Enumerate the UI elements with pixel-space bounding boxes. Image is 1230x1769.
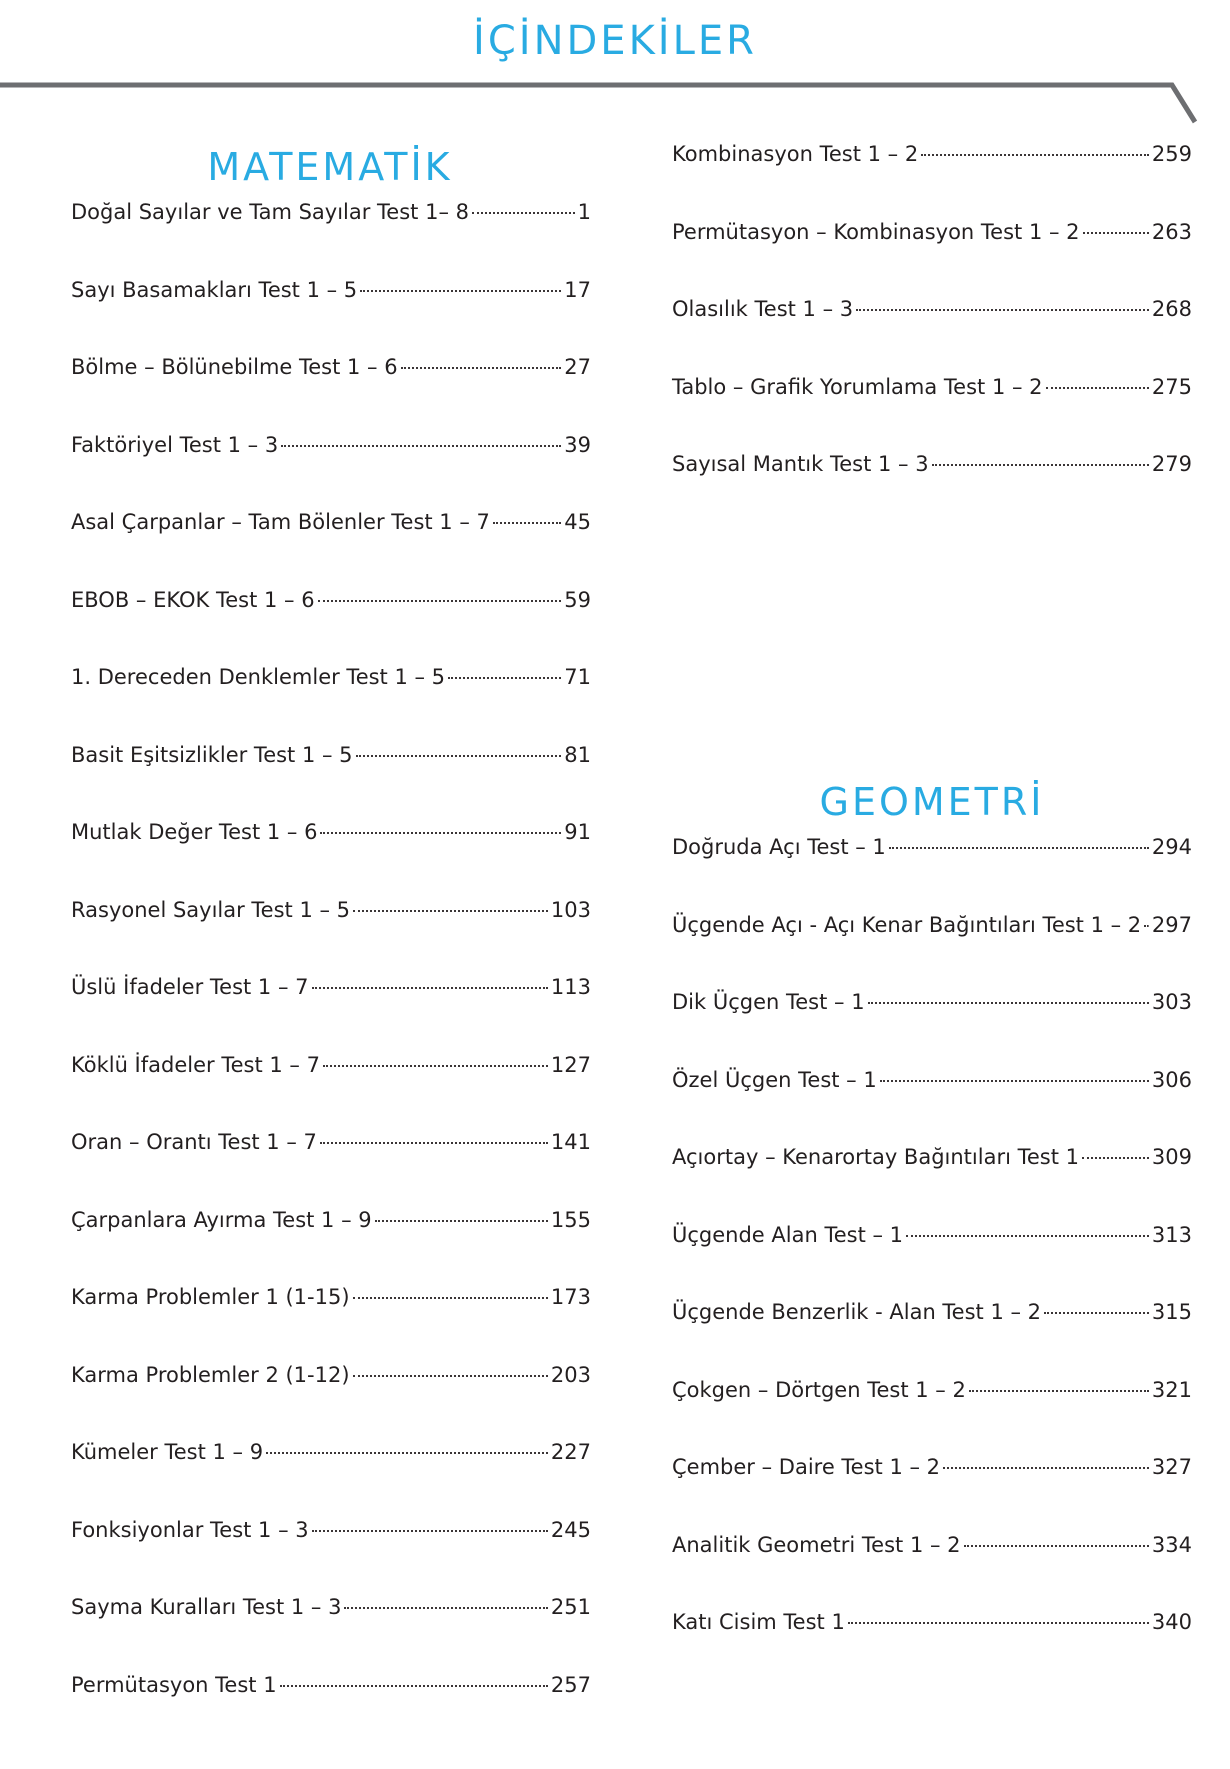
toc-entry[interactable] <box>672 1065 1192 1143</box>
toc-entry-title: Tablo – Grafik Yorumlama Test 1 – 2 <box>672 374 1043 399</box>
toc-entry[interactable] <box>672 294 1192 372</box>
toc-entry-page-number: 71 <box>564 665 591 689</box>
toc-entry-title: Basit Eşitsizlikler Test 1 – 5 <box>71 742 353 767</box>
dot-leader <box>353 910 548 912</box>
toc-entry-page-number: 113 <box>550 975 591 999</box>
dot-leader <box>281 445 561 447</box>
toc-entry-page-number: 141 <box>550 1130 591 1154</box>
dot-leader <box>921 154 1149 156</box>
toc-list-matematik <box>71 197 591 1747</box>
page-title: İÇİNDEKİLER <box>473 18 757 64</box>
toc-entry-page-number: 263 <box>1151 219 1192 244</box>
toc-list-geometri <box>672 832 1192 1685</box>
toc-entry-title: Bölme – Bölünebilme Test 1 – 6 <box>71 355 398 379</box>
toc-entry[interactable] <box>71 197 591 275</box>
toc-entry[interactable] <box>71 585 591 663</box>
toc-entry-page-number: 321 <box>1151 1377 1192 1402</box>
toc-entry-page-number: 1 <box>577 200 591 224</box>
toc-entry-title: Açıortay – Kenarortay Bağıntıları Test 1 <box>672 1145 1079 1169</box>
header-divider <box>0 76 1230 136</box>
toc-entry-title: Permütasyon – Kombinasyon Test 1 – 2 <box>672 219 1080 244</box>
toc-entry[interactable] <box>71 662 591 740</box>
toc-entry-title: Rasyonel Sayılar Test 1 – 5 <box>71 897 351 922</box>
toc-entry-title: Permütasyon Test 1 <box>71 1672 277 1697</box>
dot-leader <box>320 832 561 834</box>
dot-leader <box>318 600 562 602</box>
toc-entry-title: Üçgende Açı - Açı Kenar Bağıntıları Test 1 – 2 <box>672 912 1142 937</box>
toc-entry-page-number: 45 <box>564 510 591 534</box>
toc-entry-page-number: 268 <box>1151 297 1192 321</box>
toc-entry-title: Kümeler Test 1 – 9 <box>71 1440 264 1464</box>
toc-entry[interactable] <box>71 895 591 973</box>
dot-leader <box>856 309 1149 311</box>
dot-leader <box>868 1002 1149 1004</box>
toc-entry-page-number: 334 <box>1151 1532 1192 1557</box>
dot-leader <box>848 1622 1149 1624</box>
dot-leader <box>906 1235 1149 1237</box>
toc-entry[interactable] <box>71 1437 591 1515</box>
dot-leader <box>353 1297 548 1299</box>
dot-leader <box>375 1220 548 1222</box>
toc-entry[interactable] <box>672 1530 1192 1608</box>
toc-entry-title: Çarpanlara Ayırma Test 1 – 9 <box>71 1207 372 1232</box>
toc-entry-title: 1. Dereceden Denklemler Test 1 – 5 <box>71 665 446 689</box>
toc-entry-page-number: 306 <box>1151 1067 1192 1092</box>
toc-entry-page-number: 227 <box>550 1440 591 1464</box>
toc-entry[interactable] <box>672 1220 1192 1298</box>
toc-entry-page-number: 313 <box>1151 1222 1192 1247</box>
dot-leader <box>964 1545 1149 1547</box>
dot-leader <box>360 290 561 292</box>
toc-entry[interactable] <box>672 1452 1192 1530</box>
toc-entry-title: Sayısal Mantık Test 1 – 3 <box>672 452 929 476</box>
toc-entry[interactable] <box>672 1375 1192 1453</box>
toc-entry-title: Çokgen – Dörtgen Test 1 – 2 <box>672 1377 966 1402</box>
toc-entry-page-number: 127 <box>550 1052 591 1077</box>
toc-entry-title: Doğruda Açı Test – 1 <box>672 835 886 859</box>
toc-entry-title: Karma Problemler 1 (1-15) <box>71 1285 350 1309</box>
dot-leader <box>312 987 548 989</box>
toc-entry-page-number: 81 <box>564 742 591 767</box>
toc-entry-page-number: 297 <box>1151 912 1192 937</box>
toc-entry-page-number: 294 <box>1151 835 1192 859</box>
toc-entry[interactable] <box>71 1127 591 1205</box>
dot-leader <box>932 464 1149 466</box>
toc-entry-page-number: 203 <box>550 1362 591 1387</box>
toc-entry-page-number: 59 <box>564 587 591 612</box>
toc-entry[interactable] <box>71 972 591 1050</box>
toc-entry[interactable] <box>672 217 1192 295</box>
toc-entry-page-number: 257 <box>550 1672 591 1697</box>
toc-entry-page-number: 173 <box>550 1285 591 1309</box>
toc-entry-title: Üslü İfadeler Test 1 – 7 <box>71 975 309 999</box>
toc-entry[interactable] <box>672 1142 1192 1220</box>
toc-entry-page-number: 103 <box>550 897 591 922</box>
toc-entry[interactable] <box>672 987 1192 1065</box>
toc-entry-page-number: 279 <box>1151 452 1192 476</box>
dot-leader <box>943 1467 1149 1469</box>
toc-entry-title: Katı Cisim Test 1 <box>672 1610 845 1634</box>
toc-entry-page-number: 27 <box>564 355 591 379</box>
dot-leader <box>401 367 562 369</box>
dot-leader <box>312 1530 548 1532</box>
toc-entry-title: Analitik Geometri Test 1 – 2 <box>672 1532 961 1557</box>
toc-entry[interactable] <box>71 507 591 585</box>
toc-entry-title: Doğal Sayılar ve Tam Sayılar Test 1– 8 <box>71 200 469 224</box>
dot-leader <box>880 1080 1149 1082</box>
toc-entry-title: Olasılık Test 1 – 3 <box>672 297 854 321</box>
toc-entry-title: Karma Problemler 2 (1-12) <box>71 1362 350 1387</box>
dot-leader <box>1044 1312 1149 1314</box>
toc-entry[interactable] <box>71 1670 591 1748</box>
toc-entry[interactable] <box>71 275 591 353</box>
section-title-matematik: MATEMATİK <box>207 145 453 189</box>
dot-leader <box>280 1685 548 1687</box>
dot-leader <box>493 522 561 524</box>
section-title-geometri: GEOMETRİ <box>819 780 1045 824</box>
toc-entry-title: Çember – Daire Test 1 – 2 <box>672 1455 941 1479</box>
toc-entry[interactable] <box>672 910 1192 988</box>
dot-leader <box>323 1065 548 1067</box>
toc-entry-title: Sayı Basamakları Test 1 – 5 <box>71 277 358 302</box>
dot-leader <box>1082 1157 1149 1159</box>
dot-leader <box>266 1452 548 1454</box>
toc-entry-page-number: 327 <box>1151 1455 1192 1479</box>
toc-entry-title: Fonksiyonlar Test 1 – 3 <box>71 1517 309 1542</box>
toc-entry[interactable] <box>672 1297 1192 1375</box>
toc-entry-title: Dik Üçgen Test – 1 <box>672 990 865 1014</box>
dot-leader <box>1083 232 1149 234</box>
dot-leader <box>356 755 562 757</box>
toc-entry-page-number: 91 <box>564 820 591 844</box>
toc-entry-page-number: 259 <box>1151 142 1192 166</box>
dot-leader <box>344 1607 547 1609</box>
toc-entry[interactable] <box>71 352 591 430</box>
toc-entry[interactable] <box>71 740 591 818</box>
toc-entry-title: Özel Üçgen Test – 1 <box>672 1067 877 1092</box>
toc-entry-page-number: 251 <box>550 1595 591 1619</box>
dot-leader <box>320 1142 548 1144</box>
toc-entry-page-number: 245 <box>550 1517 591 1542</box>
dot-leader <box>353 1375 548 1377</box>
toc-entry-title: Köklü İfadeler Test 1 – 7 <box>71 1052 320 1077</box>
toc-entry[interactable] <box>71 430 591 508</box>
toc-entry[interactable] <box>71 1515 591 1593</box>
toc-entry-page-number: 340 <box>1151 1610 1192 1634</box>
toc-entry-title: Sayma Kuralları Test 1 – 3 <box>71 1595 342 1619</box>
dot-leader <box>889 847 1149 849</box>
toc-entry-page-number: 275 <box>1151 374 1192 399</box>
toc-entry-title: Faktöriyel Test 1 – 3 <box>71 432 279 457</box>
toc-entry[interactable] <box>71 1205 591 1283</box>
toc-entry-title: Oran – Orantı Test 1 – 7 <box>71 1130 317 1154</box>
dot-leader <box>448 677 561 679</box>
toc-entry-title: Mutlak Değer Test 1 – 6 <box>71 820 318 844</box>
dot-leader <box>1144 925 1149 927</box>
toc-entry[interactable] <box>672 832 1192 910</box>
dot-leader <box>472 212 575 214</box>
toc-entry-page-number: 39 <box>564 432 591 457</box>
toc-entry-page-number: 17 <box>564 277 591 302</box>
toc-entry-title: Üçgende Alan Test – 1 <box>672 1222 904 1247</box>
toc-entry[interactable] <box>71 1592 591 1670</box>
toc-entry-title: Kombinasyon Test 1 – 2 <box>672 142 919 166</box>
toc-entry[interactable] <box>71 1050 591 1128</box>
toc-entry-title: Asal Çarpanlar – Tam Bölenler Test 1 – 7 <box>71 510 490 534</box>
toc-entry-page-number: 303 <box>1151 990 1192 1014</box>
toc-entry[interactable] <box>71 1360 591 1438</box>
toc-entry[interactable] <box>71 1282 591 1360</box>
toc-entry[interactable] <box>71 817 591 895</box>
dot-leader <box>969 1390 1149 1392</box>
toc-entry-page-number: 309 <box>1151 1145 1192 1169</box>
toc-entry-title: Üçgende Benzerlik - Alan Test 1 – 2 <box>672 1300 1042 1324</box>
toc-entry[interactable] <box>672 139 1192 217</box>
toc-entry-page-number: 315 <box>1151 1300 1192 1324</box>
toc-entry-page-number: 155 <box>550 1207 591 1232</box>
toc-entry[interactable] <box>672 449 1192 527</box>
toc-list-matematik-continued <box>672 139 1192 527</box>
dot-leader <box>1046 387 1149 389</box>
toc-entry[interactable] <box>672 372 1192 450</box>
toc-entry-title: EBOB – EKOK Test 1 – 6 <box>71 587 315 612</box>
toc-entry[interactable] <box>672 1607 1192 1685</box>
